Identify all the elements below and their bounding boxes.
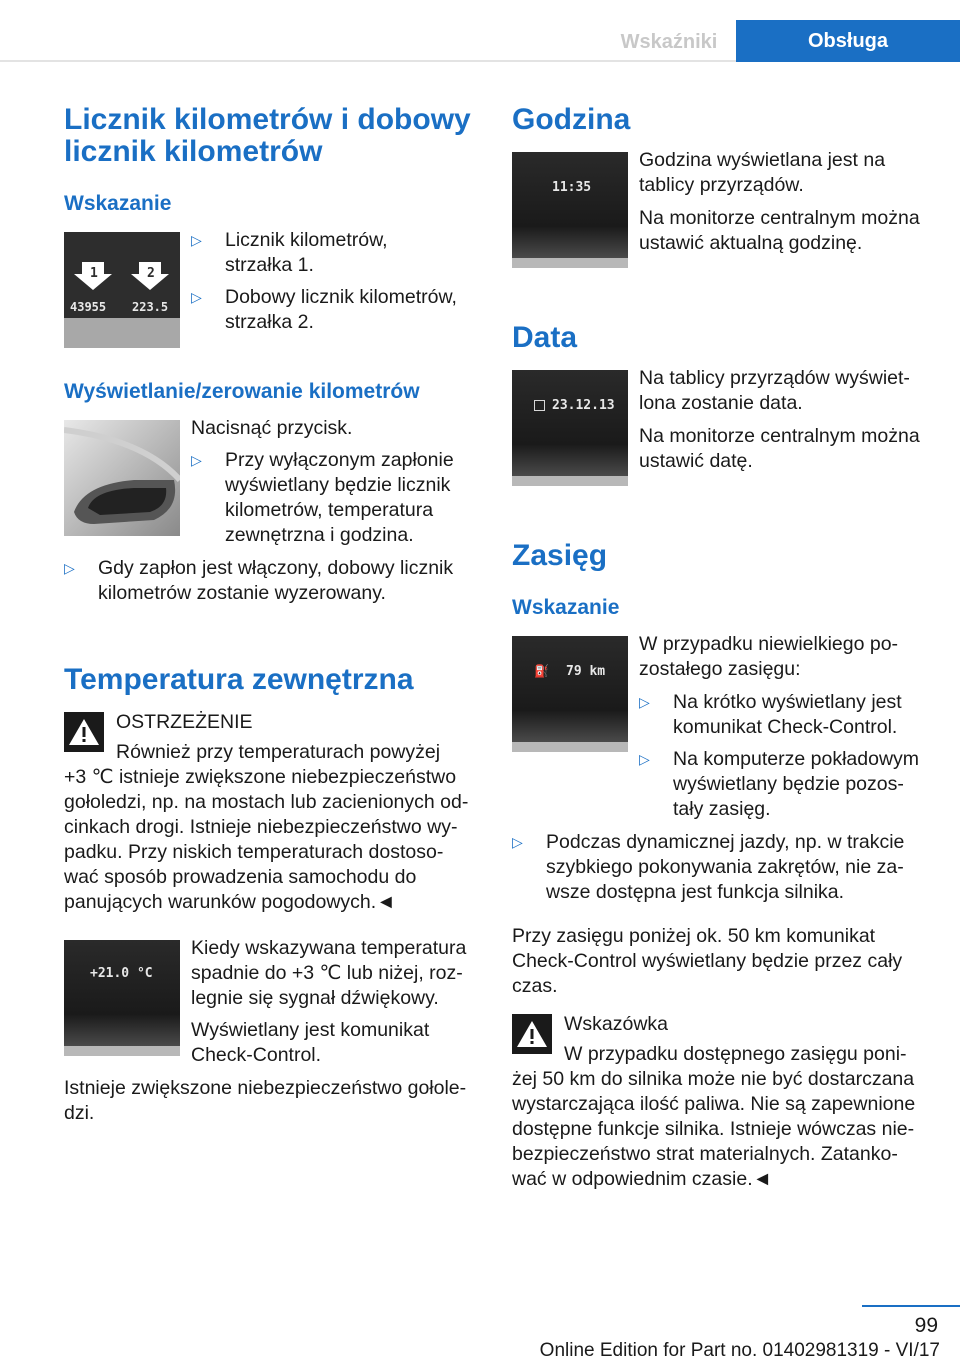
odometer-subtitle: Wskazanie xyxy=(64,192,172,215)
odometer-value: 43955 xyxy=(70,300,107,314)
temp-paragraph-2: Wyświetlany jest komunikat Check-Control. xyxy=(191,1019,430,1066)
range-display-image xyxy=(512,636,628,752)
odometer-section xyxy=(64,104,471,168)
reset-button-image xyxy=(64,420,180,536)
reset-subtitle: Wyświetlanie/zerowanie kilometrów xyxy=(64,380,420,403)
date-paragraph-1: Na tablicy przyrządów wyświet‐ lona zostanie data. xyxy=(639,367,910,414)
reset-intro: Nacisnąć przycisk. xyxy=(191,417,353,439)
tab-wskazniki[interactable]: Wskaźniki xyxy=(620,31,718,53)
button-photo-icon xyxy=(64,420,180,536)
bullet-icon: ▷ xyxy=(191,289,202,305)
odometer-title-line2: licznik kilometrów xyxy=(64,135,323,168)
bullet-icon: ▷ xyxy=(639,751,650,767)
date-title: Data xyxy=(512,321,578,354)
note-label: Wskazówka xyxy=(564,1013,669,1035)
calendar-icon xyxy=(534,400,545,411)
temperature-display-image xyxy=(64,940,180,1056)
range-value: 79 km xyxy=(566,664,606,679)
date-display-image xyxy=(512,370,628,486)
arrow-label-2: 2 xyxy=(147,266,155,281)
range-intro: W przypadku niewielkiego po‐ zostałego zasięgu: xyxy=(639,633,899,680)
odometer-arrows-icon xyxy=(64,232,180,348)
temp-paragraph-1: Kiedy wskazywana temperatura spadnie do +3 ℃ lub niżej, roz‐ legnie się sygnał dźwiękowy. xyxy=(191,937,467,1009)
date-paragraph-2: Na monitorze centralnym można ustawić datę. xyxy=(639,425,920,472)
range-title: Zasięg xyxy=(512,539,608,572)
odometer-title-line1: Licznik kilometrów i dobowy xyxy=(64,103,471,136)
odometer-display-image xyxy=(64,232,180,348)
temp-title: Temperatura zewnętrzna xyxy=(64,663,414,696)
clock-paragraph-1: Godzina wyświetlana jest na tablicy przyrządów. xyxy=(639,149,886,196)
trip-odometer-value: 223.5 xyxy=(132,300,169,314)
arrow-label-1: 1 xyxy=(90,266,98,281)
temperature-value: +21.0 °C xyxy=(90,966,153,981)
warning-label: OSTRZEŻENIE xyxy=(116,711,253,733)
bullet-icon: ▷ xyxy=(64,560,75,576)
temp-paragraph-3: Istnieje zwiększone niebezpieczeństwo gołole‐ dzi. xyxy=(64,1077,467,1124)
page-number: 99 xyxy=(914,1314,938,1337)
bullet-icon: ▷ xyxy=(639,694,650,710)
bullet-icon: ▷ xyxy=(191,232,202,248)
edition-text: Online Edition for Part no. 01402981319 - VI/17 xyxy=(539,1340,940,1361)
fuel-pump-icon: ⛽ xyxy=(534,664,549,678)
clock-value: 11:35 xyxy=(552,180,592,195)
clock-title: Godzina xyxy=(512,103,631,136)
clock-display-image xyxy=(512,152,628,268)
bullet-icon: ▷ xyxy=(512,834,523,850)
tab-obsluga[interactable]: Obsługa xyxy=(736,20,960,62)
range-subtitle: Wskazanie xyxy=(512,596,620,619)
note-text: W przypadku dostępnego zasięgu poni‐ żej 50 km do silnika może nie być dostarczana wystarczająca ilość paliwa. Nie są zapewnione dostępne funkcje silnika. Istnieje wówczas nie‐ bezpieczeństwo strat materialnych. Zatanko‐ wać w odpowiednim czasie.◄ xyxy=(512,1043,916,1190)
footer-rule xyxy=(862,1305,960,1307)
clock-paragraph-2: Na monitorze centralnym można ustawić aktualną godzinę. xyxy=(639,207,920,254)
warning-text: Również przy temperaturach powyżej +3 ℃ istnieje zwiększone niebezpieczeństwo gołoledzi, np. na mostach lub zacienionych od‐ cinkach drogi. Istnieje niebezpieczeństwo wy‐ padku. Przy niskich temperaturach dostoso‐ wać sposób prowadzenia samochodu do panujących warunków pogodowych.◄ xyxy=(64,741,469,913)
date-value: 23.12.13 xyxy=(552,398,615,413)
range-paragraph: Przy zasięgu poniżej ok. 50 km komunikat Check-Control wyświetlany będzie przez cały czas. xyxy=(512,925,903,997)
odometer-title xyxy=(64,104,471,168)
bullet-icon: ▷ xyxy=(191,452,202,468)
